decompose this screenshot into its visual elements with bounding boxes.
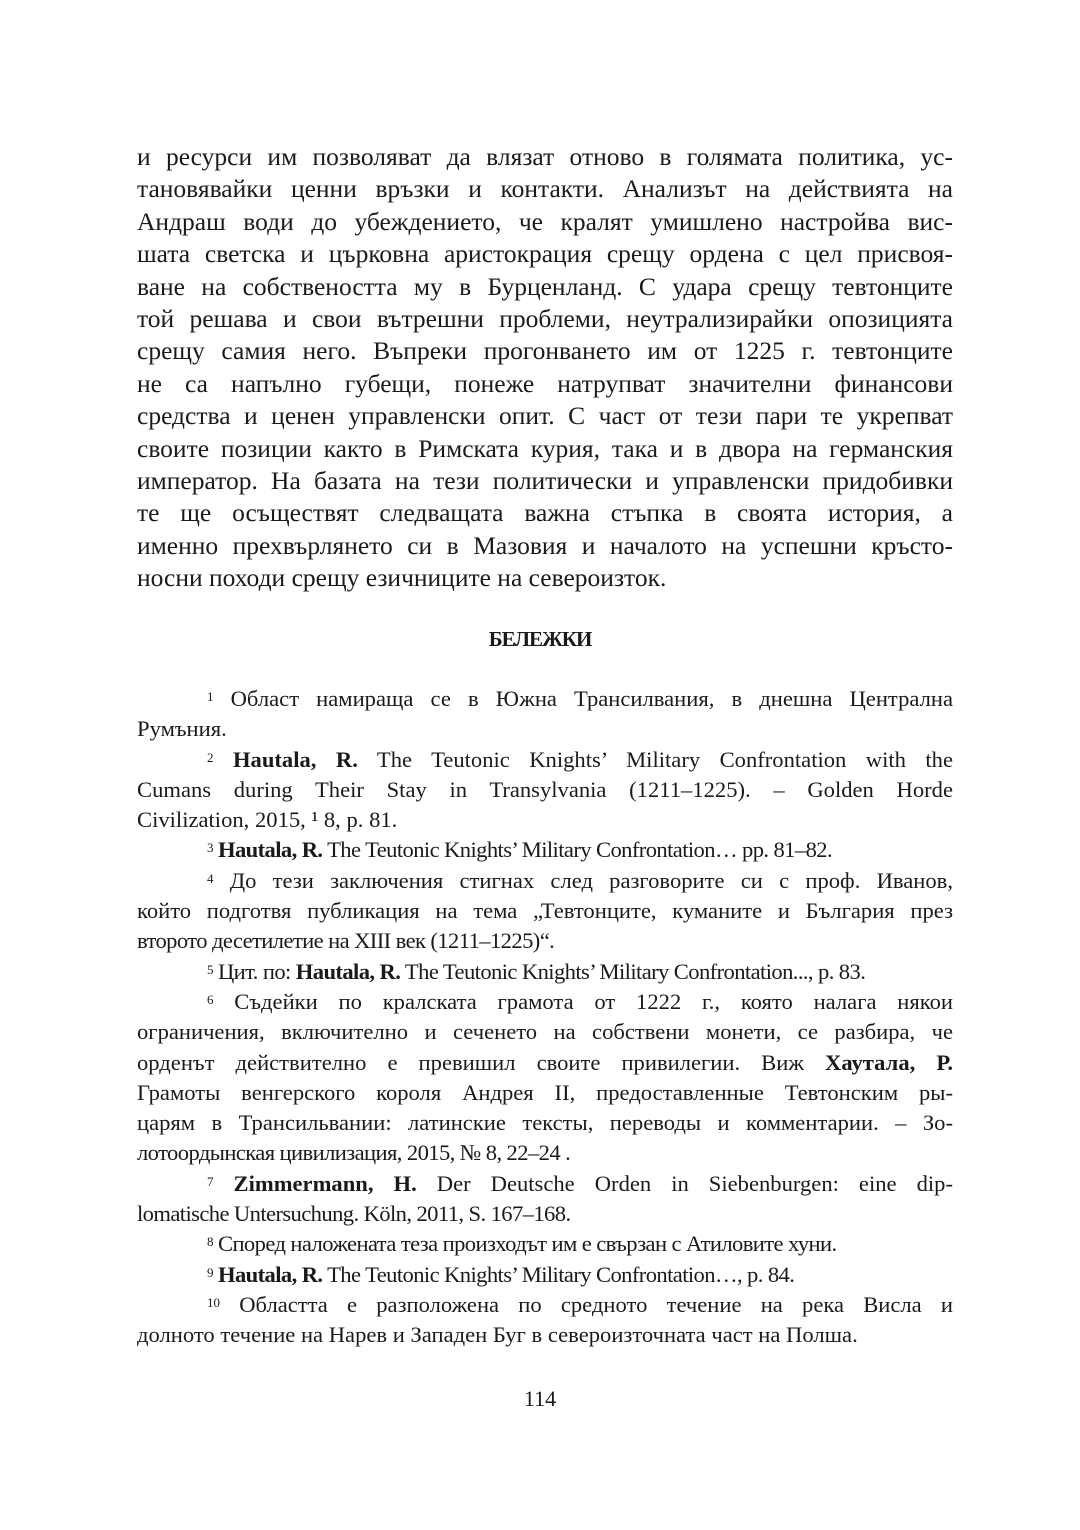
note-text: До тези заключения стигнах след разговорите си с проф. Иванов, (229, 867, 953, 893)
body-line: тановявайки ценни връзки и контакти. Анализът на действията на (137, 174, 953, 204)
note-number: 1 (207, 689, 214, 704)
note-number: 10 (207, 1294, 220, 1310)
note-text: лотоордынская цивилизация, 2015, № 8, 22–24 . (137, 1140, 571, 1166)
note-text: който подготвя публикация на тема „Тевтонците, куманите и България през (137, 898, 953, 924)
body-line: шата светска и църковна аристокрация срещу ордена с цел присвоя- (137, 239, 953, 269)
note-number: 7 (207, 1173, 214, 1189)
body-line: Андраш води до убеждението, че кралят умишлено настройва вис- (137, 206, 953, 236)
note-text: The Teutonic Knights’ Military Confrontation..., p. 83. (404, 958, 866, 984)
note-9 (137, 1260, 953, 1290)
note-text: Съдейки по кралската грамота от 1222 г., която налага някои (234, 988, 953, 1014)
note-text: второто десетилетие на XIII век (1211–1225)“. (137, 928, 555, 954)
note-author: Hautala, R. (232, 746, 358, 772)
note-text: Грамоты венгерского короля Андрея II, предоставленные Тевтонским ры- (137, 1079, 953, 1105)
note-number: 9 (207, 1264, 213, 1280)
body-line: именно прехвърлянето си в Мазовия и началото на успешни кръсто- (137, 530, 953, 560)
note-3 (137, 835, 953, 865)
note-4 (137, 866, 953, 957)
body-line: носни походи срещу езичниците на североизток. (137, 563, 667, 593)
body-paragraph (137, 141, 953, 595)
note-7 (137, 1169, 953, 1230)
note-text: ограничения, включително и сеченето на собствени монети, се разбира, че (137, 1019, 953, 1045)
body-line: своите позиции както в Римската курия, така и в двора на германския (137, 433, 953, 463)
note-text: The Teutonic Knights’ Military Confrontation… pp. 81–82. (327, 837, 833, 863)
body-line: той решава и свои вътрешни проблеми, неутрализирайки опозицията (137, 304, 953, 334)
note-8 (137, 1229, 953, 1259)
note-text: Civilization, 2015, ¹ 8, p. 81. (137, 807, 398, 833)
note-number: 4 (207, 870, 214, 886)
body-line: ване на собствеността му в Бурценланд. С удара срещу тевтонците (137, 271, 953, 301)
note-author: Hautala, R. (217, 1261, 323, 1287)
note-text: Der Deutsche Orden in Siebenburgen: eine dip- (436, 1170, 953, 1196)
note-author: Hautala, R. (295, 958, 401, 984)
note-text: Cumans during Their Stay in Transylvania (1211–1225). – Golden Horde (137, 776, 953, 802)
note-1 (137, 684, 953, 745)
note-number: 8 (207, 1234, 213, 1250)
note-6 (137, 987, 953, 1169)
body-line: средства и ценен управленски опит. С част от тези пари те укрепват (137, 401, 953, 431)
body-line: не са напълно губещи, понеже натрупват значителни финансови (137, 368, 953, 398)
body-line: и ресурси им позволяват да влязат отново в голямата политика, ус- (137, 142, 953, 171)
body-line: срещу самия него. Въпреки прогонването им от 1225 г. тевтонците (137, 336, 953, 366)
note-text: орденът действително е превишил своите привилегии. Виж (137, 1049, 804, 1075)
note-text: The Teutonic Knights’ Military Confrontation…, p. 84. (327, 1261, 795, 1287)
note-5 (137, 957, 953, 987)
note-text: царям в Трансильвании: латинские тексты, переводы и комментарии. – Зо- (137, 1110, 953, 1136)
note-text: Румъния. (137, 716, 227, 742)
note-text: Областта е разположена по средното течение на река Висла и (239, 1291, 953, 1317)
note-10 (137, 1290, 953, 1351)
note-2 (137, 745, 953, 836)
note-text: lomatische Untersuchung. Köln, 2011, S. 167–168. (137, 1201, 571, 1227)
note-author: Hautala, R. (217, 837, 323, 863)
note-number: 6 (207, 991, 214, 1007)
note-author: Zimmermann, H. (233, 1170, 417, 1196)
body-line: те ще осъществят следващата важна стъпка в своята история, а (137, 498, 953, 528)
note-number: 3 (207, 840, 213, 856)
note-text: The Teutonic Knights’ Military Confrontation with the (376, 746, 954, 772)
note-text: Област намираща се в Южна Трансилвания, в днешна Централна (230, 686, 953, 711)
note-text: Според наложената теза произходът им е свързан с Атиловите хуни. (217, 1231, 837, 1257)
note-author: Хаутала, Р. (825, 1049, 953, 1075)
body-line: император. На базата на тези политически и управленски придобивки (137, 466, 953, 496)
note-text: долното течение на Нарев и Западен Буг в североизточната част на Полша. (137, 1322, 858, 1348)
notes-heading: БЕЛЕЖКИ (488, 627, 592, 651)
note-number: 5 (207, 961, 213, 977)
note-number: 2 (207, 749, 214, 765)
note-text: Цит. по: (217, 958, 291, 984)
page-number: 114 (523, 1386, 557, 1411)
notes-list (137, 684, 953, 1351)
